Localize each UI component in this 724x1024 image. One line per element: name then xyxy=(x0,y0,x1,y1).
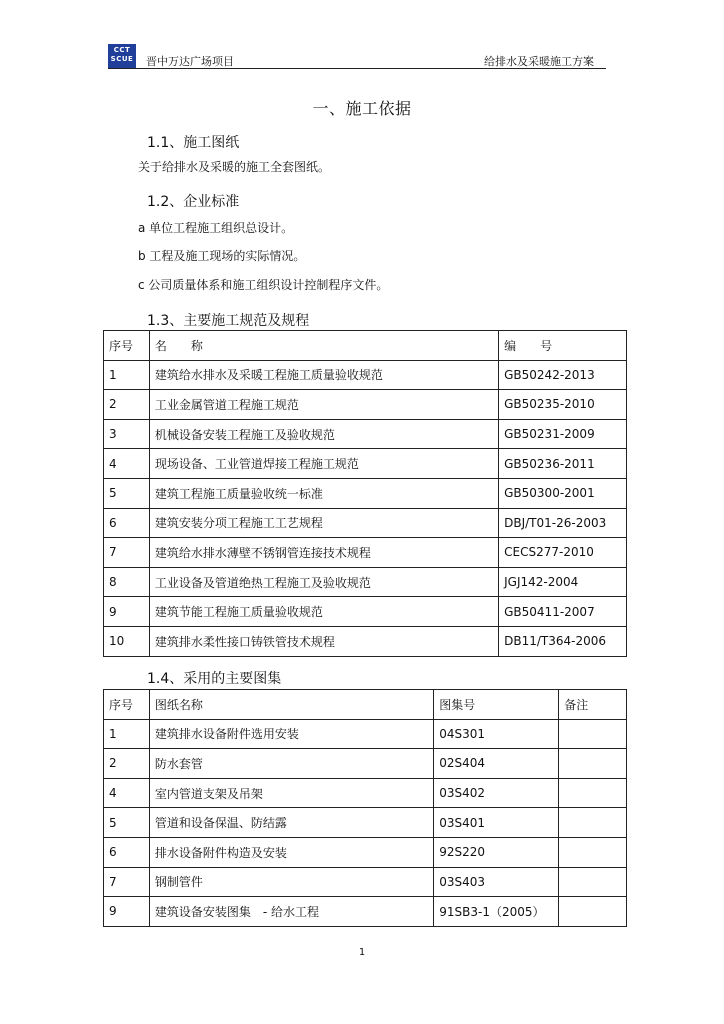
section-1-2-line-a: a 单位工程施工组织总设计。 xyxy=(138,221,294,235)
row-number: 5 xyxy=(104,478,150,508)
table-row xyxy=(104,837,627,867)
section-1-2-heading: 1.2、企业标准 xyxy=(147,194,240,210)
header-document-title: 给排水及采暖施工方案 xyxy=(484,55,594,68)
header-cell: 名 称 xyxy=(149,331,498,361)
standard-code: CECS277-2010 xyxy=(499,538,627,568)
remark xyxy=(559,808,627,838)
remark xyxy=(559,778,627,808)
company-logo: CCT SCUE xyxy=(108,44,136,68)
atlas-code: 04S301 xyxy=(434,719,559,749)
remark xyxy=(559,897,627,927)
table-row xyxy=(104,508,627,538)
standard-name: 机械设备安装工程施工及验收规范 xyxy=(149,419,498,449)
standard-name: 现场设备、工业管道焊接工程施工规范 xyxy=(149,449,498,479)
section-1-2-line-b: b 工程及施工现场的实际情况。 xyxy=(138,249,306,263)
table-row xyxy=(104,597,627,627)
remark xyxy=(559,867,627,897)
table-row xyxy=(104,478,627,508)
table-row xyxy=(104,897,627,927)
standard-name: 工业设备及管道绝热工程施工及验收规范 xyxy=(149,567,498,597)
standard-code: GB50236-2011 xyxy=(499,449,627,479)
row-number: 4 xyxy=(104,449,150,479)
standard-name: 建筑给水排水薄壁不锈钢管连接技术规程 xyxy=(149,538,498,568)
row-number: 6 xyxy=(104,837,150,867)
standards-table xyxy=(103,330,627,657)
remark xyxy=(559,837,627,867)
standard-name: 建筑节能工程施工质量验收规范 xyxy=(149,597,498,627)
section-1-1-text: 关于给排水及采暖的施工全套图纸。 xyxy=(138,160,331,174)
standard-code: GB50231-2009 xyxy=(499,419,627,449)
row-number: 6 xyxy=(104,508,150,538)
table-row xyxy=(104,867,627,897)
header-cell: 图纸名称 xyxy=(149,690,433,720)
standard-code: GB50411-2007 xyxy=(499,597,627,627)
drawing-name: 防水套管 xyxy=(149,749,433,779)
drawing-name: 排水设备附件构造及安装 xyxy=(149,837,433,867)
row-number: 5 xyxy=(104,808,150,838)
standard-code: GB50235-2010 xyxy=(499,390,627,420)
drawing-name: 建筑设备安装图集 - 给水工程 xyxy=(149,897,433,927)
page-header xyxy=(108,42,606,69)
section-1-3-heading: 1.3、主要施工规范及规程 xyxy=(147,313,310,329)
drawing-name: 建筑排水设备附件选用安装 xyxy=(149,719,433,749)
row-number: 9 xyxy=(104,897,150,927)
standard-code: DB11/T364-2006 xyxy=(499,626,627,656)
row-number: 3 xyxy=(104,419,150,449)
table-row xyxy=(104,360,627,390)
atlas-code: 03S403 xyxy=(434,867,559,897)
table-row xyxy=(104,626,627,656)
row-number: 9 xyxy=(104,597,150,627)
atlas-code: 03S401 xyxy=(434,808,559,838)
row-number: 1 xyxy=(104,719,150,749)
header-project-name: 晋中万达广场项目 xyxy=(146,55,234,68)
drawing-name: 室内管道支架及吊架 xyxy=(149,778,433,808)
standard-code: GB50300-2001 xyxy=(499,478,627,508)
standard-name: 建筑工程施工质量验收统一标准 xyxy=(149,478,498,508)
table-row xyxy=(104,808,627,838)
drawing-name: 管道和设备保温、防结露 xyxy=(149,808,433,838)
header-cell: 备注 xyxy=(559,690,627,720)
standard-name: 建筑给水排水及采暖工程施工质量验收规范 xyxy=(149,360,498,390)
page-number: 1 xyxy=(358,947,366,958)
standard-code: JGJ142-2004 xyxy=(499,567,627,597)
row-number: 1 xyxy=(104,360,150,390)
header-cell: 图集号 xyxy=(434,690,559,720)
table-row xyxy=(104,390,627,420)
table-header-row xyxy=(104,331,627,361)
standard-name: 建筑排水柔性接口铸铁管技术规程 xyxy=(149,626,498,656)
standard-name: 建筑安装分项工程施工工艺规程 xyxy=(149,508,498,538)
header-cell: 编 号 xyxy=(499,331,627,361)
table-row xyxy=(104,449,627,479)
table-row xyxy=(104,749,627,779)
table-header-row xyxy=(104,690,627,720)
header-cell: 序号 xyxy=(104,331,150,361)
row-number: 2 xyxy=(104,749,150,779)
row-number: 7 xyxy=(104,538,150,568)
atlas-code: 02S404 xyxy=(434,749,559,779)
atlas-table xyxy=(103,689,627,927)
table-row xyxy=(104,778,627,808)
standard-name: 工业金属管道工程施工规范 xyxy=(149,390,498,420)
table-row xyxy=(104,567,627,597)
chapter-title: 一、施工依据 xyxy=(312,99,412,118)
standard-code: DBJ/T01-26-2003 xyxy=(499,508,627,538)
row-number: 2 xyxy=(104,390,150,420)
section-1-1-heading: 1.1、施工图纸 xyxy=(147,135,240,151)
standard-code: GB50242-2013 xyxy=(499,360,627,390)
atlas-code: 03S402 xyxy=(434,778,559,808)
remark xyxy=(559,749,627,779)
table-row xyxy=(104,538,627,568)
remark xyxy=(559,719,627,749)
row-number: 8 xyxy=(104,567,150,597)
section-1-2-line-c: c 公司质量体系和施工组织设计控制程序文件。 xyxy=(138,278,389,292)
atlas-code: 92S220 xyxy=(434,837,559,867)
table-row xyxy=(104,719,627,749)
header-cell: 序号 xyxy=(104,690,150,720)
row-number: 10 xyxy=(104,626,150,656)
drawing-name: 钢制管件 xyxy=(149,867,433,897)
atlas-code: 91SB3-1（2005） xyxy=(434,897,559,927)
row-number: 7 xyxy=(104,867,150,897)
row-number: 4 xyxy=(104,778,150,808)
table-row xyxy=(104,419,627,449)
section-1-4-heading: 1.4、采用的主要图集 xyxy=(147,671,282,687)
